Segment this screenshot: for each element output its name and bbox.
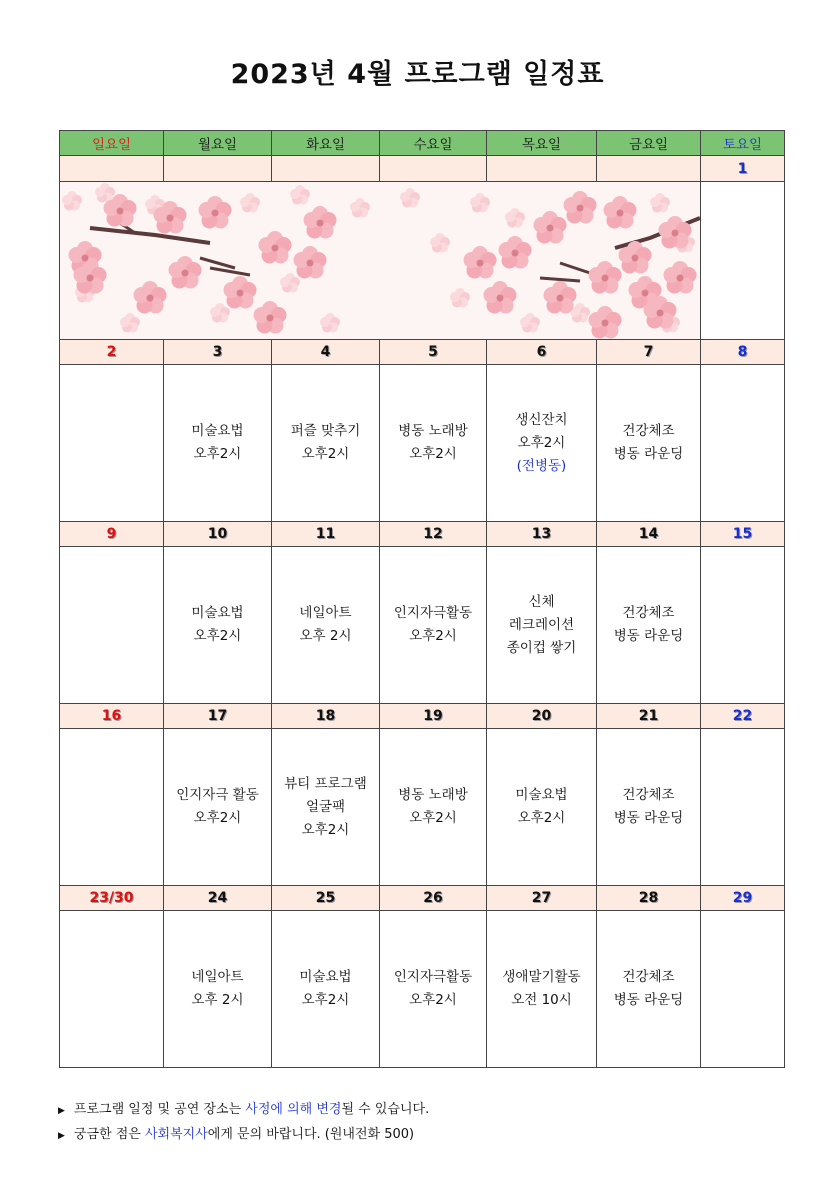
event-text: 오후2시 — [409, 810, 457, 826]
calendar-table — [59, 130, 785, 1068]
event-text: 병동 노래방 — [398, 423, 468, 439]
event-text: 레크레이션 — [508, 616, 575, 633]
event-cell — [380, 729, 487, 886]
date-cell: 20 — [487, 704, 597, 729]
event-cell — [487, 365, 597, 522]
date-cell: 9 — [60, 522, 164, 547]
date-cell: 10 — [164, 522, 272, 547]
date-cell: 19 — [380, 704, 487, 729]
event-text: 인지자극활동 — [393, 605, 473, 621]
event-text: 종이컵 쌓기 — [506, 639, 577, 656]
weekday-header: 목요일 — [487, 131, 597, 156]
date-cell: 18 — [272, 704, 380, 729]
event-text: 네일아트 — [299, 605, 352, 621]
event-text: 건강체조 — [622, 969, 675, 985]
event-text: 미술요법 — [515, 787, 568, 803]
date-cell: 5 — [380, 340, 487, 365]
date-cell: 1 — [701, 156, 785, 182]
triangle-bullet-icon: ▶ — [58, 1131, 65, 1141]
week-row — [60, 365, 785, 522]
event-text: 오후2시 — [193, 810, 242, 826]
event-text: 오후 2시 — [299, 628, 352, 644]
weekday-header-row — [60, 131, 785, 156]
event-text: 미술요법 — [191, 423, 244, 439]
event-text: 신체 — [528, 593, 555, 610]
event-text: 오후2시 — [517, 810, 566, 826]
cherry-blossom-illustration — [60, 182, 701, 340]
event-cell — [272, 729, 380, 886]
date-cell: 4 — [272, 340, 380, 365]
date-row — [60, 704, 785, 729]
date-cell: 11 — [272, 522, 380, 547]
event-cell — [701, 547, 785, 704]
event-cell — [487, 547, 597, 704]
event-cell — [380, 911, 487, 1068]
date-cell: 17 — [164, 704, 272, 729]
note-line: ▶ 프로그램 일정 및 공연 장소는 사정에 의해 변경될 수 있습니다. — [58, 1102, 430, 1117]
date-cell: 23/30 — [60, 886, 164, 911]
event-cell — [164, 547, 272, 704]
event-text: 오후2시 — [193, 628, 242, 644]
event-cell — [272, 911, 380, 1068]
event-text: 네일아트 — [191, 969, 244, 985]
event-text: 오후2시 — [409, 446, 457, 462]
weekday-header: 수요일 — [380, 131, 487, 156]
event-text: 오후2시 — [301, 821, 350, 838]
event-cell — [597, 547, 701, 704]
date-cell: 8 — [701, 340, 785, 365]
date-cell: 3 — [164, 340, 272, 365]
date-cell: 14 — [597, 522, 701, 547]
event-text: 건강체조 — [622, 423, 675, 439]
event-text: 미술요법 — [299, 969, 352, 985]
event-text: 병동 라운딩 — [613, 810, 684, 826]
event-cell — [60, 365, 164, 522]
event-text: 인지자극 활동 — [176, 787, 259, 803]
event-cell — [60, 729, 164, 886]
event-text: 건강체조 — [622, 787, 675, 803]
date-cell: 12 — [380, 522, 487, 547]
week-row — [60, 547, 785, 704]
date-cell: 22 — [701, 704, 785, 729]
week-row — [60, 729, 785, 886]
event-cell — [60, 547, 164, 704]
event-cell — [60, 911, 164, 1068]
event-text: 오후2시 — [193, 446, 242, 462]
date-cell: 16 — [60, 704, 164, 729]
weekday-header: 월요일 — [164, 131, 272, 156]
date-cell: 24 — [164, 886, 272, 911]
event-text: (전병동) — [516, 457, 567, 474]
date-cell: 7 — [597, 340, 701, 365]
event-cell — [597, 365, 701, 522]
event-cell — [487, 729, 597, 886]
event-text: 인지자극활동 — [393, 969, 473, 985]
date-row — [60, 886, 785, 911]
weekday-header: 일요일 — [60, 131, 164, 156]
weekday-header: 화요일 — [272, 131, 380, 156]
week-row — [60, 182, 785, 340]
event-cell — [701, 365, 785, 522]
weekday-header: 토요일 — [701, 131, 785, 156]
event-text: 오후2시 — [409, 628, 457, 644]
date-row — [60, 156, 785, 182]
date-cell: 13 — [487, 522, 597, 547]
event-text: 건강체조 — [622, 605, 675, 621]
event-text: 생신잔치 — [515, 411, 568, 428]
event-cell — [597, 911, 701, 1068]
event-text: 오후2시 — [409, 992, 457, 1008]
event-text: 병동 노래방 — [398, 787, 468, 803]
weekday-header: 금요일 — [597, 131, 701, 156]
date-row — [60, 340, 785, 365]
event-text: 오전 10시 — [511, 992, 572, 1008]
event-cell — [380, 365, 487, 522]
event-cell — [380, 547, 487, 704]
event-cell — [487, 911, 597, 1068]
event-text: 미술요법 — [191, 605, 244, 621]
event-text: 생애말기활동 — [502, 969, 581, 985]
date-cell: 25 — [272, 886, 380, 911]
event-cell — [701, 911, 785, 1068]
event-text: 얼굴팩 — [305, 798, 346, 815]
date-cell: 29 — [701, 886, 785, 911]
date-cell: 27 — [487, 886, 597, 911]
date-cell: 26 — [380, 886, 487, 911]
event-text: 오후2시 — [301, 992, 350, 1008]
event-cell — [164, 365, 272, 522]
date-cell: 2 — [60, 340, 164, 365]
event-cell — [701, 729, 785, 886]
event-text: 뷰티 프로그램 — [284, 775, 367, 792]
event-text: 병동 라운딩 — [613, 446, 684, 462]
week-row — [60, 911, 785, 1068]
event-text: 오후2시 — [301, 446, 350, 462]
event-text: 퍼즐 맞추기 — [290, 423, 361, 439]
event-cell — [164, 911, 272, 1068]
event-text: 오후 2시 — [191, 992, 244, 1008]
event-text: 오후2시 — [517, 434, 566, 451]
notes — [58, 1098, 429, 1148]
event-cell — [272, 365, 380, 522]
event-text: 병동 라운딩 — [613, 628, 684, 644]
event-text: 병동 라운딩 — [613, 992, 684, 1008]
event-cell — [272, 547, 380, 704]
date-cell: 6 — [487, 340, 597, 365]
date-cell: 21 — [597, 704, 701, 729]
note-line: ▶ 궁금한 점은 사회복지사에게 문의 바랍니다. (원내전화 500) — [58, 1127, 415, 1142]
event-cell — [164, 729, 272, 886]
date-cell: 28 — [597, 886, 701, 911]
triangle-bullet-icon: ▶ — [58, 1106, 65, 1116]
date-cell: 15 — [701, 522, 785, 547]
date-row — [60, 522, 785, 547]
page-title: 2023년 4월 프로그램 일정표 — [230, 59, 605, 90]
event-cell — [597, 729, 701, 886]
